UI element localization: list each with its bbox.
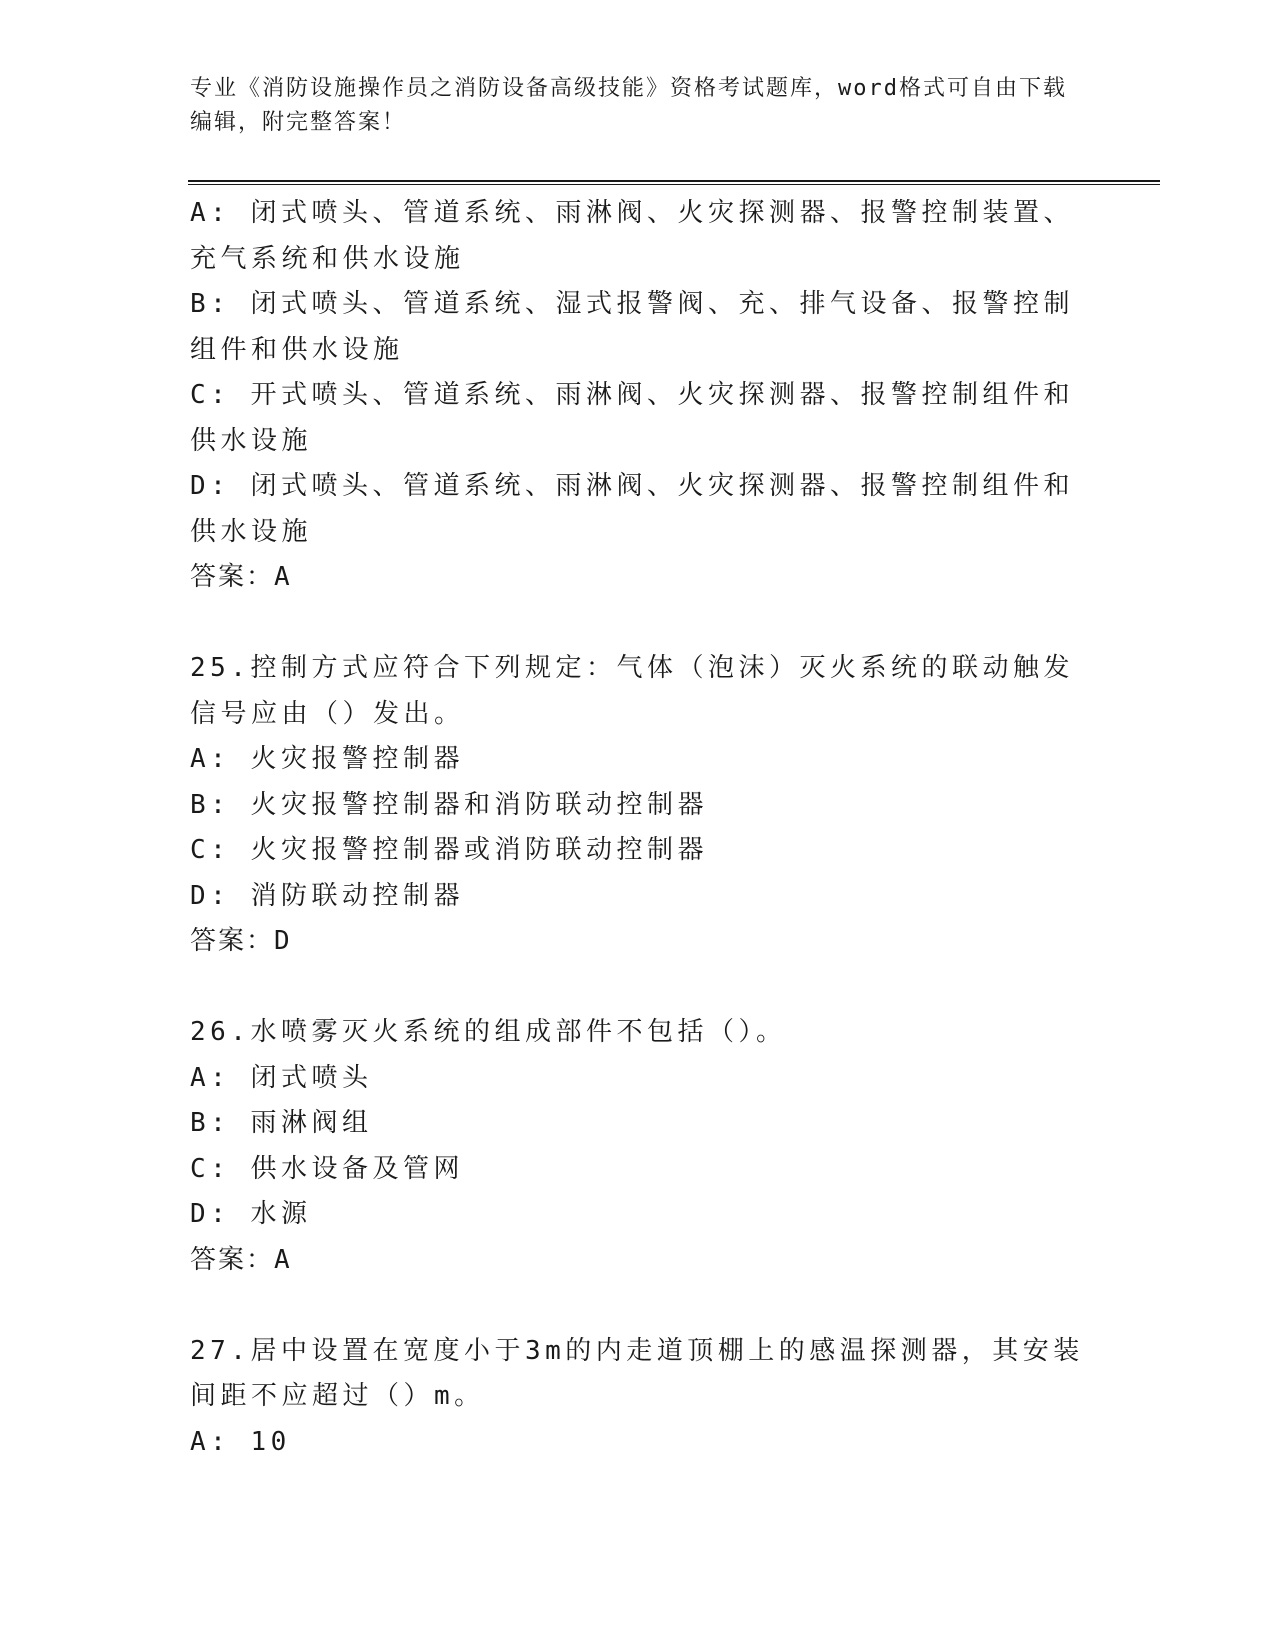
prev-question [190,191,1090,601]
option-d [190,1192,1090,1238]
question-25 [190,646,1090,965]
answer-line [190,919,1090,965]
option-d [190,464,1090,555]
option-text: 10 [250,1426,291,1457]
question-26 [190,1010,1090,1283]
answer-label: 答案： [190,562,275,592]
question-stem [190,646,1090,737]
option-text: 闭式喷头、管道系统、雨淋阀、火灾探测器、报警控制组件和供水设施 [190,471,1074,547]
option-text: 开式喷头、管道系统、雨淋阀、火灾探测器、报警控制组件和供水设施 [190,380,1074,456]
option-a [190,1056,1090,1102]
question-number: 25. [190,653,251,683]
option-text: 闭式喷头、管道系统、湿式报警阀、充、排气设备、报警控制组件和供水设施 [190,289,1074,365]
answer-value: A [274,562,292,592]
option-b [190,282,1090,373]
option-a [190,1420,1090,1466]
question-text: 居中设置在宽度小于3m的内走道顶棚上的感温探测器，其安装间距不应超过（）m。 [190,1335,1084,1411]
spacer [190,965,1090,1011]
option-label: C: [190,1153,231,1184]
option-text: 雨淋阀组 [250,1108,373,1138]
question-number: 27. [190,1335,251,1366]
option-label: B: [190,789,231,820]
option-a [190,737,1090,783]
option-label: B: [190,289,231,319]
header-divider [188,180,1160,182]
option-label: A: [190,1426,231,1457]
question-text: 水喷雾灭火系统的组成部件不包括（）。 [250,1017,787,1047]
option-c [190,828,1090,874]
answer-line [190,1238,1090,1284]
question-stem [190,1329,1090,1420]
option-b [190,783,1090,829]
option-c [190,373,1090,464]
answer-value: A [274,1244,292,1275]
answer-value: D [274,926,292,956]
document-header: 专业《消防设施操作员之消防设备高级技能》资格考试题库，word格式可自由下载编辑，附完整答案！ [190,76,1067,135]
option-label: D: [190,471,231,501]
option-text: 火灾报警控制器或消防联动控制器 [250,835,708,865]
header-divider-thin [188,184,1160,185]
option-label: C: [190,380,231,410]
option-text: 消防联动控制器 [250,880,464,911]
question-stem [190,1010,1090,1056]
spacer [190,601,1090,647]
option-text: 闭式喷头、管道系统、雨淋阀、火灾探测器、报警控制装置、充气系统和供水设施 [190,198,1074,274]
answer-line [190,555,1090,601]
question-content [190,191,1090,1465]
option-label: C: [190,835,231,865]
option-label: D: [190,1199,231,1229]
option-label: A: [190,198,231,228]
option-d [190,874,1090,920]
option-text: 水源 [250,1199,312,1229]
option-text: 供水设备及管网 [250,1153,464,1184]
answer-label: 答案： [190,926,275,956]
option-a [190,191,1090,282]
question-number: 26. [190,1017,251,1047]
spacer [190,1283,1090,1329]
option-text: 闭式喷头 [250,1062,373,1093]
question-text: 控制方式应符合下列规定：气体（泡沫）灭火系统的联动触发信号应由（）发出。 [190,653,1074,729]
option-text: 火灾报警控制器 [250,744,464,774]
option-label: A: [190,1062,231,1093]
option-text: 火灾报警控制器和消防联动控制器 [250,789,708,820]
option-label: B: [190,1108,231,1138]
option-b [190,1101,1090,1147]
option-label: A: [190,744,231,774]
option-label: D: [190,880,231,911]
option-c [190,1147,1090,1193]
question-27 [190,1329,1090,1466]
answer-label: 答案： [190,1244,275,1275]
